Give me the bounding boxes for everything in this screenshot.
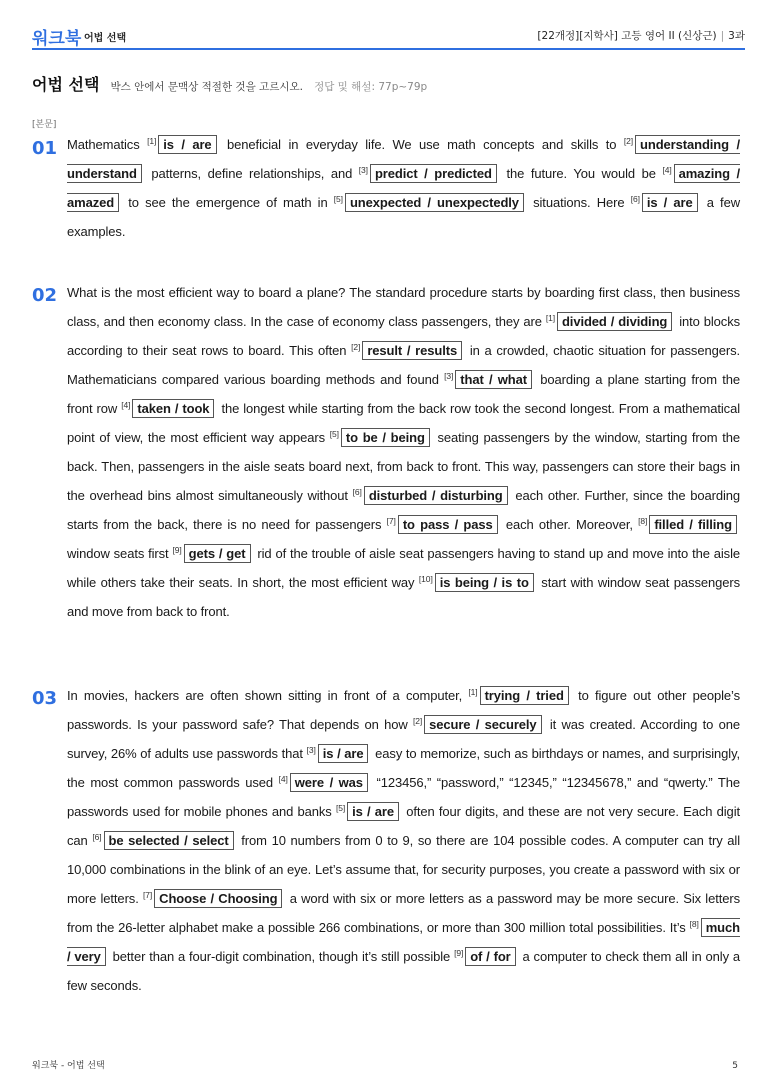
course-title: [22개정][지학사] 고등 영어 II (신상근)	[537, 30, 717, 42]
choice-box[interactable]: to pass / pass	[398, 515, 498, 534]
passage-text: What is the most efficient way to board a plane? The standard procedure starts by boarding first class, then business class, and then economy class. In the case of economy class passengers, they are	[67, 285, 740, 329]
answer-reference: 정답 및 해설: 77p~79p	[314, 81, 428, 93]
passage-text: it was created. According to one survey, 26% of adults use passwords that	[67, 717, 740, 761]
blank-number: [4]	[278, 774, 288, 784]
choice-box[interactable]: gets / get	[184, 544, 251, 563]
passage-text: each other. Moreover,	[500, 517, 639, 532]
choice-box[interactable]: is / are	[318, 744, 369, 763]
choice-box[interactable]: of / for	[465, 947, 515, 966]
page-number: 5	[732, 1061, 738, 1071]
passage-text: patterns, define relationships, and	[144, 166, 359, 181]
instruction-text: 박스 안에서 문맥상 적절한 것을 고르시오.	[110, 81, 303, 93]
blank-number: [2]	[412, 716, 423, 726]
blank-number: [7]	[386, 516, 396, 526]
header-separator: |	[720, 30, 725, 42]
choice-box[interactable]: amazing / amazed	[67, 166, 740, 210]
body-tag: [본문]	[32, 120, 57, 130]
blank-number: [2]	[623, 136, 634, 146]
blank-number: [6]	[352, 487, 362, 497]
choice-box[interactable]: is / are	[347, 802, 399, 821]
choice-box[interactable]: filled / filling	[649, 515, 737, 534]
blank-number: [3]	[306, 745, 316, 755]
question-number-03: 03	[32, 688, 58, 709]
choice-box[interactable]: unexpected / unexpectedly	[345, 193, 524, 212]
blank-number: [6]	[630, 194, 640, 204]
choice-box[interactable]: is / are	[158, 135, 216, 154]
passage-text: a word with six or more letters as a password may be more secure. Six letters from the 26-letter alphabet make a possible 266 combinations, or more than 300 million total possibilities. It’s	[67, 891, 740, 935]
passage-text: start with window seat passengers and move from back to front.	[67, 575, 740, 619]
blank-number: [6]	[92, 832, 102, 842]
blank-number: [5]	[329, 429, 339, 439]
passage-text: window seats first	[67, 546, 173, 561]
question-02-passage	[67, 278, 740, 626]
passage-text: a few examples.	[67, 195, 740, 239]
passage-text: a computer to check them all in only a few seconds.	[67, 949, 741, 993]
title-row	[32, 72, 427, 95]
blank-number: [3]	[358, 165, 368, 175]
passage-text: the future. You would be	[499, 166, 663, 181]
question-03-passage	[67, 681, 740, 1000]
passage-text: Mathematics	[67, 137, 148, 152]
passage-text: into blocks according to their seat rows to board. This often	[67, 314, 740, 358]
choice-box[interactable]: much / very	[67, 920, 740, 964]
page-title: 어법 선택	[32, 75, 100, 94]
footer-label: 워크북 - 어법 선택	[32, 1061, 105, 1071]
blank-number: [3]	[444, 371, 454, 381]
blank-number: [7]	[143, 890, 153, 900]
passage-text: often four digits, and these are not very secure. Each digit can	[67, 804, 740, 848]
choice-box[interactable]: divided / dividing	[557, 312, 672, 331]
choice-box[interactable]: Choose / Choosing	[154, 889, 282, 908]
question-01-passage	[67, 130, 740, 246]
choice-box[interactable]: result / results	[362, 341, 462, 360]
blank-number: [1]	[147, 136, 157, 146]
choice-box[interactable]: disturbed / disturbing	[364, 486, 508, 505]
passage-text: to see the emergence of math in	[122, 195, 334, 210]
section-label: 어법 선택	[84, 33, 127, 44]
question-number-02: 02	[32, 285, 58, 306]
page-header	[32, 22, 745, 50]
choice-box[interactable]: that / what	[455, 370, 532, 389]
brand-title: 워크북	[32, 29, 82, 49]
choice-box[interactable]: is / are	[642, 193, 698, 212]
passage-text: beneficial in everyday life. We use math concepts and skills to	[219, 137, 624, 152]
passage-text: seating passengers by the window, starting from the back. Then, passengers in the aisle seats board next, from back to front. This way, passengers can store their bags in the overhead bins almost simultaneously without	[67, 430, 740, 503]
choice-box[interactable]: to be / being	[341, 428, 430, 447]
question-number-01: 01	[32, 138, 58, 159]
passage-text: better than a four-digit combination, though it’s still possible	[108, 949, 455, 964]
passage-text: In movies, hackers are often shown sitting in front of a computer,	[67, 688, 469, 703]
lesson-label: 3과	[728, 30, 745, 42]
choice-box[interactable]: predict / predicted	[370, 164, 497, 183]
choice-box[interactable]: taken / took	[132, 399, 214, 418]
choice-box[interactable]: trying / tried	[480, 686, 569, 705]
passage-text: from 10 numbers from 0 to 9, so there are 104 possible codes. A computer can try all 10,000 combinations in the blink of an eye. Let’s assume that, for security purposes, you create a password with six or more letters.	[67, 833, 741, 906]
passage-text: each other. Further, since the boarding starts from the back, there is no need for passengers	[67, 488, 741, 532]
passage-text: easy to memorize, such as birthdays or names, and surprisingly, the most common passwords used	[67, 746, 741, 790]
passage-text: “123456,” “password,” “12345,” “12345678,” and “qwerty.” The passwords used for mobile phones and banks	[67, 775, 740, 819]
blank-number: [9]	[454, 948, 464, 958]
choice-box[interactable]: were / was	[290, 773, 368, 792]
blank-number: [9]	[172, 545, 182, 555]
blank-number: [1]	[545, 313, 555, 323]
passage-text: to figure out other people’s passwords. Is your password safe? That depends on how	[67, 688, 740, 732]
choice-box[interactable]: is being / is to	[435, 573, 534, 592]
passage-text: in a crowded, chaotic situation for passengers. Mathematicians compared various boarding methods and found	[67, 343, 740, 387]
blank-number: [2]	[351, 342, 361, 352]
choice-box[interactable]: understanding / understand	[67, 137, 740, 181]
blank-number: [1]	[468, 687, 478, 697]
course-info	[537, 28, 745, 43]
passage-text: the longest while starting from the back row took the second longest. From a mathematical point of view, the most efficient way appears	[67, 401, 740, 445]
passage-text: situations. Here	[526, 195, 631, 210]
blank-number: [4]	[121, 400, 131, 410]
blank-number: [10]	[418, 574, 433, 584]
passage-text: rid of the trouble of aisle seat passengers having to stand up and move into the aisle while others take their seats. In short, the most efficient way	[67, 546, 740, 590]
choice-box[interactable]: be selected / select	[104, 831, 234, 850]
blank-number: [8]	[689, 919, 699, 929]
blank-number: [8]	[638, 516, 648, 526]
choice-box[interactable]: secure / securely	[424, 715, 541, 734]
passage-text: boarding a plane starting from the front row	[67, 372, 740, 416]
blank-number: [4]	[662, 165, 672, 175]
blank-number: [5]	[335, 803, 346, 813]
blank-number: [5]	[333, 194, 343, 204]
